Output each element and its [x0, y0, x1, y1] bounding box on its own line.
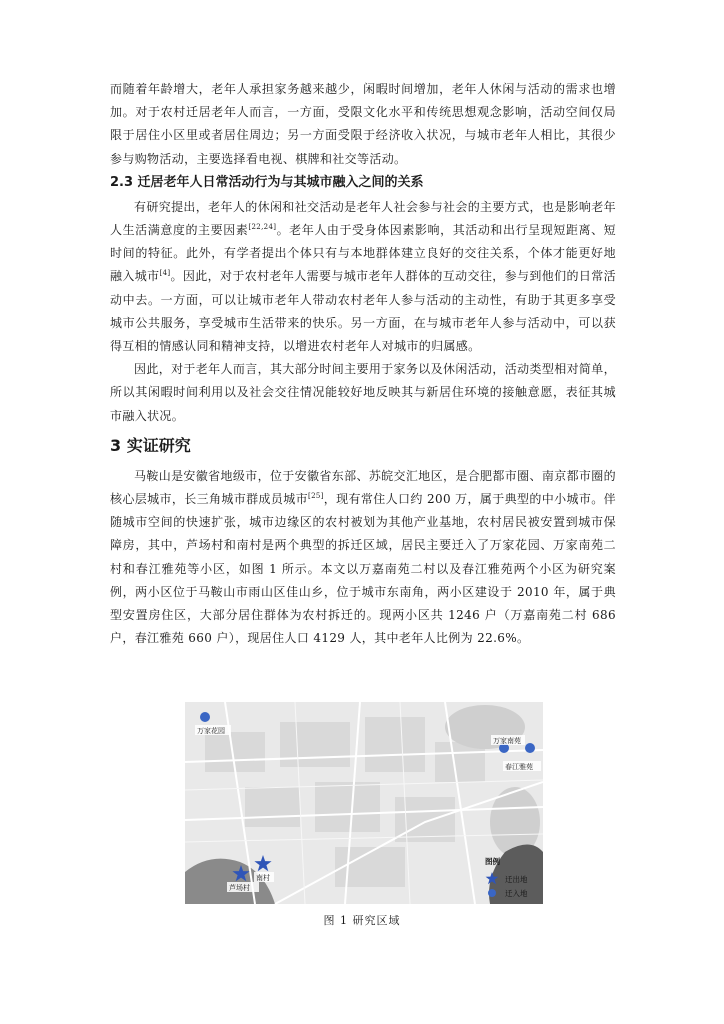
section-heading-2-3: 2.3 迁居老年人日常活动行为与其城市融入之间的关系 — [110, 174, 424, 190]
legend-out-label: 迁出地 — [505, 875, 528, 884]
paragraph-4-part-a: 马鞍山是安徽省地级市，位于安徽省东部、苏皖交汇地区，是合肥都市圈、南京都市圈的核心层城市，长三角城市群成员城市 — [110, 468, 616, 507]
marker-dot-wanjia-garden — [200, 712, 210, 722]
paragraph-2 — [110, 196, 616, 358]
citation-4: [4] — [159, 269, 171, 278]
label-chunjiang: 春江雅苑 — [505, 763, 533, 771]
legend-dot-icon — [488, 889, 496, 897]
citation-22-24: [22,24] — [248, 223, 277, 232]
label-nancun: 南村 — [256, 874, 270, 882]
label-wanjia-garden: 万家花园 — [197, 727, 225, 735]
study-area-map — [185, 702, 543, 904]
map-canvas — [185, 702, 543, 904]
legend-title: 图例 — [485, 857, 500, 866]
paragraph-4-part-b: ，现有常住人口约 200 万，属于典型的中小城市。伴随城市空间的快速扩张，城市边缘区的农村被划为其他产业基地，农村居民被安置到城市保障房，其中，芦场村和南村是两个典型的拆迁区域，居民主要迁入了万家花园、万家南苑二村和春江雅苑等小区，如图 1 所示。本文以万嘉南苑二村以及春江雅苑两个小区为研究案例，两小区位于马鞍山市雨山区佳山乡，位于城市东南角，两小区建设于 2010 年，属于典型安置房住区，大部分居住群体为农村拆迁的。现两小区共 1246 户（万嘉南苑二村 686 户，春江雅苑 660 户），现居住人口 4129 人，其中老年人比例为 22.6%。 — [110, 492, 616, 646]
figure-caption: 图 1 研究区域 — [323, 914, 401, 927]
section-heading-3: 3 实证研究 — [110, 435, 191, 455]
paragraph-3: 因此，对于老年人而言，其大部分时间主要用于家务以及休闲活动，活动类型相对简单，所以其闲暇时间利用以及社会交往情况能较好地反映其与新居住环境的接触意愿，表征其城市融入状况。 — [110, 362, 616, 423]
legend-in-label: 迁入地 — [505, 889, 528, 898]
label-wanjia-nanyuan: 万家南苑 — [493, 737, 521, 745]
marker-dot-chunjiang — [525, 743, 535, 753]
paragraph-2-part-c: 。因此，对于农村老年人需要与城市老年人群体的互动交往，参与到他们的日常活动中去。一方面，可以让城市老年人带动农村老年人参与活动的主动性，有助于其更多享受城市公共服务，享受城市生活带来的快乐。另一方面，在与城市老年人参与活动中，可以获得互相的情感认同和精神支持，以增进农村老年人对城市的归属感。 — [110, 269, 617, 354]
paragraph-2-part-a: 有研究提出，老年人的休闲和社交活动是老年人社会参与社会的主要方式，也是影响老年人生活满意度的主要因素 — [110, 199, 616, 238]
citation-25: [25] — [308, 492, 324, 501]
label-luchang: 芦场村 — [229, 884, 250, 892]
paragraph-4 — [110, 465, 616, 651]
page-body — [110, 78, 616, 650]
paragraph-2-part-b: 。老年人由于受身体因素影响，其活动和出行呈现短距离、短时间的特征。此外，有学者提出个体只有与本地群体建立良好的交往关系，个体才能更好地融入城市 — [110, 223, 617, 284]
paragraph-1: 而随着年龄增大，老年人承担家务越来越少，闲暇时间增加，老年人休闲与活动的需求也增加。对于农村迁居老年人而言，一方面，受限文化水平和传统思想观念影响，活动空间仅局限于居住小区里或者居住周边；另一方面受限于经济收入状况，与城市老年人相比，其很少参与购物活动，主要选择看电视、棋牌和社交等活动。 — [110, 82, 616, 166]
